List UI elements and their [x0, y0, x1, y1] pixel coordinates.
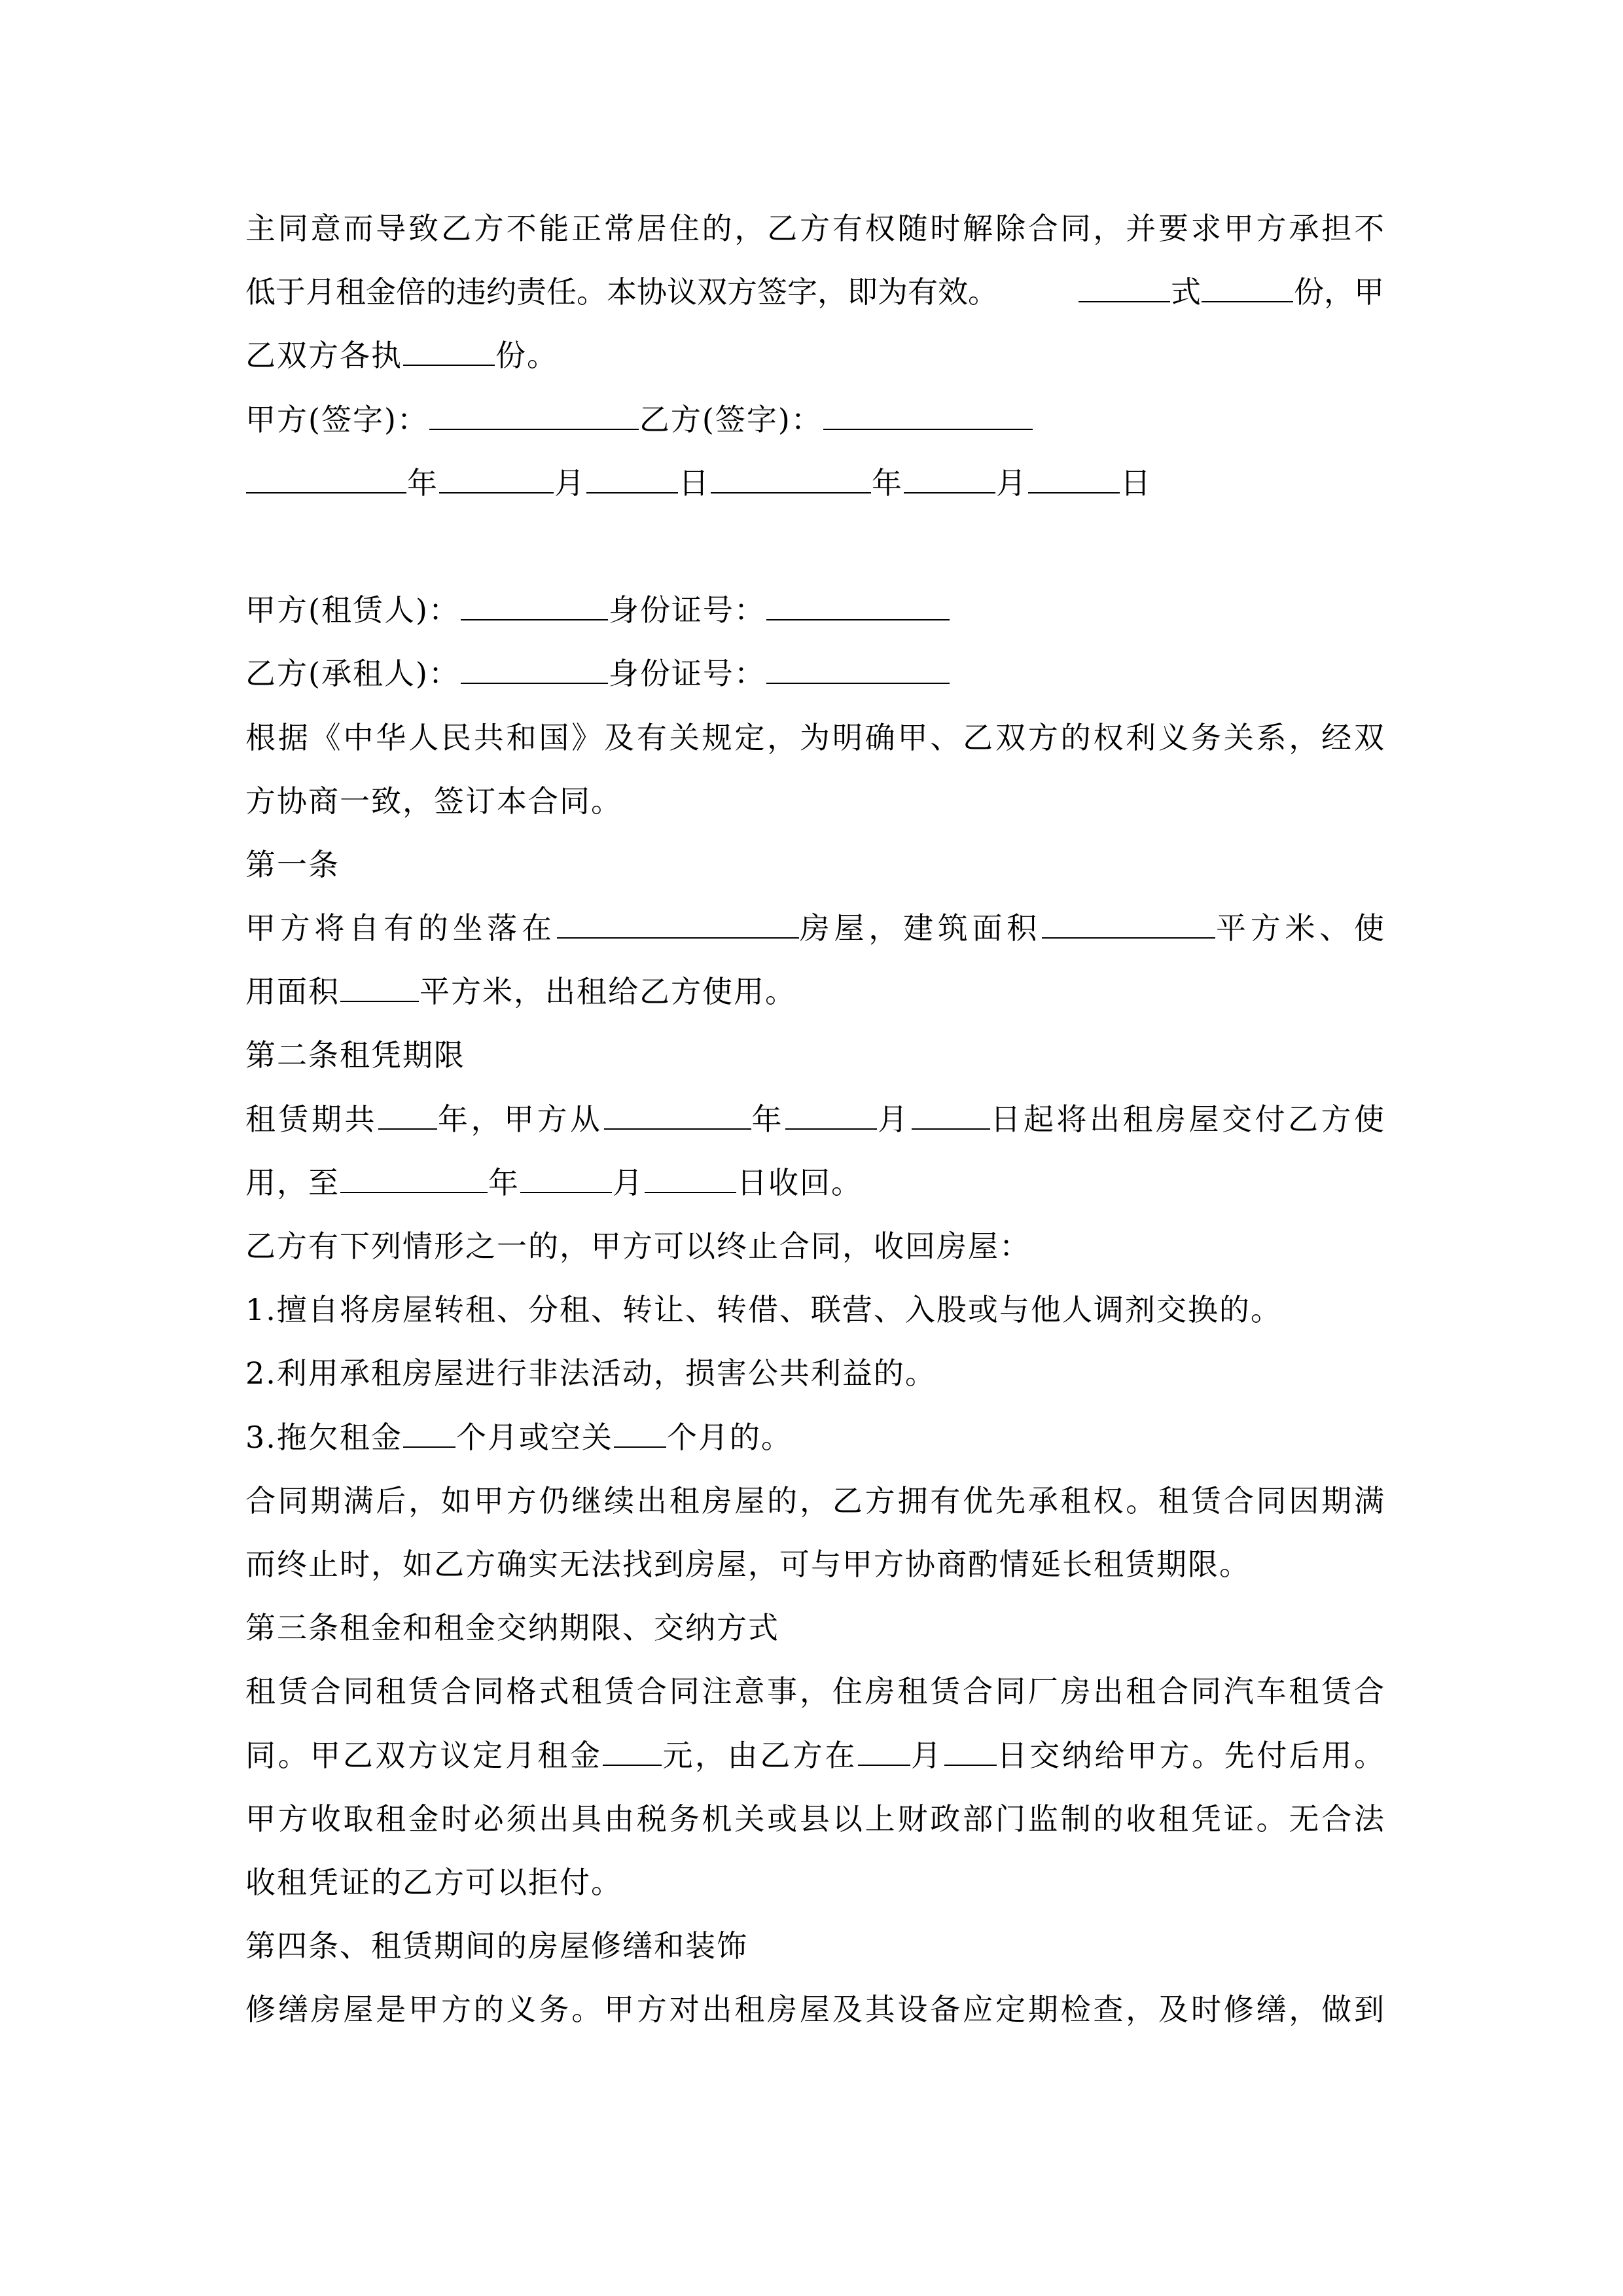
text: 3.拖欠租金 — [245, 1419, 402, 1455]
text: 1.擅自将房屋转租、分租、转让、转借、联营、入股或与他人调剂交换的。 — [245, 1292, 1282, 1328]
paragraph-line — [245, 1223, 1384, 1286]
text: 而终止时，如乙方确实无法找到房屋，可与甲方协商酌情延长租赁期限。 — [245, 1546, 1251, 1582]
end-day-field[interactable] — [645, 1166, 736, 1193]
list-item — [245, 1414, 1384, 1477]
text: 个月的。 — [666, 1419, 793, 1455]
text — [245, 1096, 1387, 1159]
lessor-label: 甲方(租赁人)： — [245, 592, 460, 628]
text: 份。 — [495, 338, 558, 374]
rent-arrears-months-field[interactable] — [403, 1420, 455, 1448]
paragraph-line — [245, 1986, 1387, 2049]
fill-blank-copies-each[interactable] — [403, 338, 495, 366]
paragraph-line — [245, 778, 1384, 841]
text: 份，甲 — [1294, 274, 1384, 310]
text: 修缮房屋是甲方的义务。甲方对出租房屋及其设备应定期检查，及时修缮，做到 — [245, 1992, 1387, 2028]
article-2-title: 第二条租凭期限 — [245, 1037, 465, 1073]
payment-month-field[interactable] — [858, 1738, 910, 1766]
paragraph-line — [245, 1096, 1387, 1159]
paragraph-line — [245, 1668, 1387, 1731]
text: 平方米，出租给乙方使用。 — [419, 974, 796, 1010]
text — [1078, 268, 1384, 332]
article-heading — [245, 1922, 1384, 1986]
paragraph-line — [245, 205, 1387, 268]
text: 元，由乙方在 — [662, 1737, 857, 1773]
party-b-day-field[interactable] — [1028, 466, 1120, 493]
end-month-field[interactable] — [520, 1166, 612, 1193]
lessee-line — [245, 650, 1384, 713]
paragraph-line — [245, 332, 1384, 395]
article-heading — [245, 1031, 1384, 1095]
text: 租赁期共 — [245, 1101, 378, 1137]
monthly-rent-field[interactable] — [603, 1738, 662, 1766]
article-4-title: 第四条、租赁期间的房屋修缮和装饰 — [245, 1928, 748, 1964]
text: 月 — [613, 1164, 644, 1200]
text: 租赁合同租赁合同格式租赁合同注意事，住房租赁合同厂房出租合同汽车租赁合 — [245, 1674, 1387, 1710]
text: 式 — [1171, 274, 1201, 310]
text: 主同意而导致乙方不能正常居住的，乙方有权随时解除合同，并要求甲方承担不 — [245, 211, 1387, 246]
start-day-field[interactable] — [912, 1102, 990, 1130]
party-b-signature-field[interactable] — [823, 403, 1033, 430]
text: 日 — [679, 465, 710, 501]
text: 年 — [872, 465, 903, 501]
lessee-label: 乙方(承租人)： — [245, 656, 460, 692]
text: 同。甲乙双方议定月租金 — [245, 1737, 603, 1773]
end-year-field[interactable] — [340, 1166, 488, 1193]
text: 年 — [488, 1164, 520, 1200]
payment-day-field[interactable] — [944, 1738, 997, 1766]
lessor-line — [245, 586, 1384, 650]
text: 日起将出租房屋交付乙方使 — [990, 1101, 1387, 1137]
text — [245, 905, 1389, 968]
text: 方协商一致，签订本合同。 — [245, 783, 622, 819]
article-1-title: 第一条 — [245, 846, 340, 882]
fill-blank-copies-count[interactable] — [1202, 275, 1293, 302]
article-heading — [245, 841, 1384, 905]
paragraph-line — [245, 1159, 1384, 1223]
text: 用，至 — [245, 1164, 340, 1200]
paragraph-line — [245, 1795, 1387, 1859]
usable-area-field[interactable] — [340, 975, 419, 1002]
party-a-signature-field[interactable] — [429, 403, 639, 430]
text: 月 — [910, 1737, 944, 1773]
lessor-id-label: 身份证号： — [608, 592, 766, 628]
list-item — [245, 1350, 1384, 1413]
fill-blank-copies-format[interactable] — [1079, 275, 1170, 302]
text: 甲方收取租金时必须出具由税务机关或县以上财政部门监制的收租凭证。无合法 — [245, 1801, 1387, 1837]
document-body — [245, 205, 1389, 2049]
article-3-title: 第三条租金和租金交纳期限、交纳方式 — [245, 1610, 779, 1646]
paragraph-line — [245, 1859, 1384, 1922]
paragraph-line — [245, 714, 1387, 778]
text: 月 — [996, 465, 1027, 501]
party-a-day-field[interactable] — [586, 466, 678, 493]
party-b-signature-label: 乙方(签字)： — [639, 401, 823, 437]
signature-line — [245, 396, 1384, 459]
party-a-year-field[interactable] — [246, 466, 406, 493]
text: 日收回。 — [737, 1164, 863, 1200]
text: 乙双方各执 — [245, 338, 402, 374]
text: 用面积 — [245, 974, 340, 1010]
list-item — [245, 1286, 1384, 1350]
vacancy-months-field[interactable] — [614, 1420, 666, 1448]
text: 年 — [751, 1101, 785, 1137]
start-year-field[interactable] — [604, 1102, 751, 1130]
text: 乙方有下列情形之一的，甲方可以终止合同，收回房屋： — [245, 1229, 1031, 1264]
start-month-field[interactable] — [785, 1102, 877, 1130]
lessee-name-field[interactable] — [461, 656, 608, 684]
text: 低于月租金倍的违约责任。本协议双方签字，即为有效。 — [245, 274, 998, 310]
text: 合同期满后，如甲方仍继续出租房屋的，乙方拥有优先承租权。租赁合同因期满 — [245, 1482, 1387, 1518]
text: 年 — [407, 465, 438, 501]
text: 2.利用承租房屋进行非法活动，损害公共利益的。 — [245, 1355, 936, 1391]
text: 个月或空关 — [455, 1419, 613, 1455]
paragraph-line — [245, 1477, 1387, 1541]
lessee-id-field[interactable] — [766, 656, 950, 684]
lessor-name-field[interactable] — [461, 593, 608, 620]
paragraph-line — [245, 968, 1384, 1031]
party-b-year-field[interactable] — [711, 466, 871, 493]
lessee-id-label: 身份证号： — [608, 656, 766, 692]
text: 平方米、使 — [1216, 910, 1389, 946]
text: 月 — [878, 1101, 911, 1137]
text: 日 — [1120, 465, 1152, 501]
article-heading — [245, 1604, 1384, 1668]
text: 房屋，建筑面积 — [799, 910, 1041, 946]
party-b-month-field[interactable] — [904, 466, 995, 493]
text: 收租凭证的乙方可以拒付。 — [245, 1864, 622, 1900]
party-a-month-field[interactable] — [439, 466, 554, 493]
date-line — [245, 459, 1384, 523]
text: 年，甲方从 — [438, 1101, 603, 1137]
text: 月 — [554, 465, 586, 501]
text: 日交纳给甲方。先付后用。 — [997, 1737, 1387, 1773]
paragraph-line — [245, 1541, 1384, 1604]
text — [245, 1732, 1387, 1795]
paragraph-line — [245, 905, 1389, 968]
blank-line — [245, 523, 1384, 586]
paragraph-line — [245, 1732, 1387, 1795]
paragraph-line — [245, 268, 1384, 332]
text: 甲方将自有的坐落在 — [245, 910, 556, 946]
property-location-field[interactable] — [557, 911, 799, 939]
lease-years-field[interactable] — [378, 1102, 437, 1130]
text: 根据《中华人民共和国》及有关规定，为明确甲、乙双方的权利义务关系，经双 — [245, 719, 1387, 755]
building-area-field[interactable] — [1042, 911, 1215, 939]
party-a-signature-label: 甲方(签字)： — [245, 401, 429, 437]
lessor-id-field[interactable] — [766, 593, 950, 620]
